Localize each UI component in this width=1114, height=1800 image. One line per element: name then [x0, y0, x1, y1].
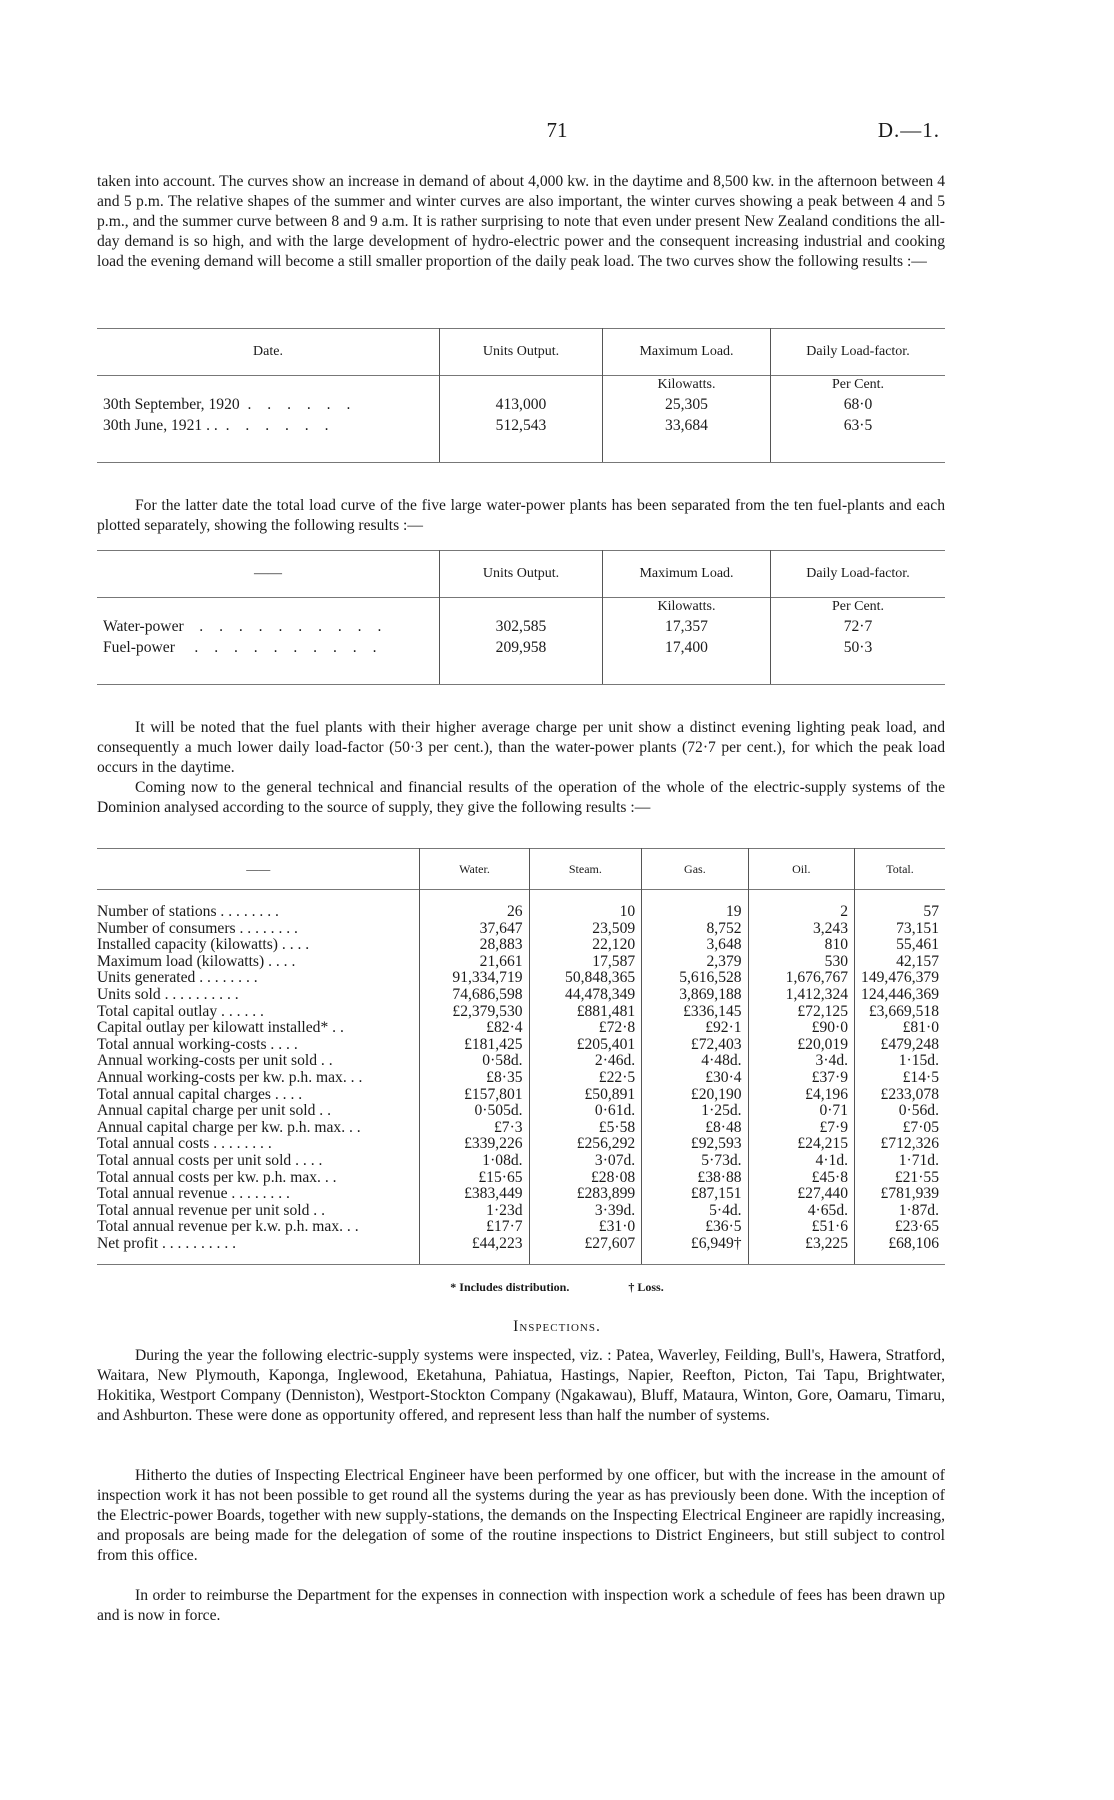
steam-value: 2·46d.: [529, 1053, 642, 1070]
steam-value: £28·08: [529, 1170, 642, 1187]
total-value: £479,248: [855, 1037, 945, 1054]
row-label: Annual capital charge per unit sold . .: [97, 1102, 331, 1120]
oil-value: 3·4d.: [748, 1053, 854, 1070]
steam-value: 50,848,365: [529, 970, 642, 987]
steam-value: 3·07d.: [529, 1153, 642, 1170]
total-value: £3,669,518: [855, 1004, 945, 1021]
row-label: Water-power: [103, 618, 184, 635]
table-row: [97, 1219, 945, 1236]
row-label: Total annual costs per unit sold . . . .: [97, 1151, 323, 1169]
row-label: Total annual revenue per unit sold . .: [97, 1201, 325, 1219]
total-value: 1·71d.: [855, 1153, 945, 1170]
steam-value: £205,401: [529, 1037, 642, 1054]
gas-value: £38·88: [642, 1170, 748, 1187]
oil-value: £24,215: [748, 1136, 854, 1153]
row-label: Number of stations . . . . . . . .: [97, 903, 279, 920]
gas-value: 19: [642, 890, 748, 921]
oil-value: £90·0: [748, 1020, 854, 1037]
water-value: £383,449: [420, 1186, 529, 1203]
water-value: £157,801: [420, 1087, 529, 1104]
water-value: £2,379,530: [420, 1004, 529, 1021]
gas-value: £72,403: [642, 1037, 748, 1054]
table-row: [97, 1136, 945, 1153]
table-row: [97, 1236, 945, 1265]
oil-value: £7·9: [748, 1120, 854, 1137]
steam-value: £22·5: [529, 1070, 642, 1087]
water-value: £15·65: [420, 1170, 529, 1187]
oil-value: 3,243: [748, 921, 854, 938]
maximum-load-value: 17,400: [603, 637, 771, 685]
page-number: 71: [546, 118, 568, 142]
row-label: Annual capital charge per kw. p.h. max. . .: [97, 1118, 361, 1136]
water-value: £181,425: [420, 1037, 529, 1054]
row-label: Total annual revenue per k.w. p.h. max. . .: [97, 1218, 359, 1236]
gas-value: 2,379: [642, 954, 748, 971]
table-row: [97, 987, 945, 1004]
steam-value: £283,899: [529, 1186, 642, 1203]
row-label: Number of consumers . . . . . . . .: [97, 919, 298, 937]
oil-value: £72,125: [748, 1004, 854, 1021]
total-value: 55,461: [855, 937, 945, 954]
total-value: £81·0: [855, 1020, 945, 1037]
load-factor-value: 72·7: [771, 616, 946, 637]
row-label: Total annual working-costs . . . .: [97, 1035, 298, 1053]
col-source: ——: [254, 566, 282, 581]
paragraph-general-results: Coming now to the general technical and financial results of the operation of the whole of the electric-supply systems of the Dominion analysed according to the source of supply, they give the following results :—: [97, 779, 945, 816]
steam-value: £256,292: [529, 1136, 642, 1153]
col-daily-load-factor: Daily Load-factor.: [771, 329, 946, 376]
gas-value: £6,949†: [642, 1236, 748, 1265]
units-output-value: 209,958: [440, 637, 603, 685]
gas-value: 3,869,188: [642, 987, 748, 1004]
footnote-distribution: * Includes distribution.: [450, 1280, 570, 1294]
paragraph-fuel-plants-note: It will be noted that the fuel plants with their higher average charge per unit show a distinct evening lighting peak load, and consequently a much lower daily load-factor (50·3 per cent.), than the water-power plants (72·7 per cent.), for which the peak load occurs in the daytime.: [97, 719, 945, 776]
table-header-row: [97, 849, 945, 890]
leader-dots: . . . . . .: [247, 396, 357, 413]
gas-value: £92,593: [642, 1136, 748, 1153]
oil-value: 1,412,324: [748, 987, 854, 1004]
units-row: [97, 376, 945, 395]
steam-value: 3·39d.: [529, 1203, 642, 1220]
oil-value: £45·8: [748, 1170, 854, 1187]
water-value: £44,223: [420, 1236, 529, 1265]
gas-value: 8,752: [642, 921, 748, 938]
gas-value: £36·5: [642, 1219, 748, 1236]
oil-value: 810: [748, 937, 854, 954]
col-gas: Gas.: [642, 849, 748, 890]
gas-value: £92·1: [642, 1020, 748, 1037]
total-value: 0·56d.: [855, 1103, 945, 1120]
total-value: 1·87d.: [855, 1203, 945, 1220]
row-label: Total capital outlay . . . . . .: [97, 1002, 264, 1020]
oil-value: £20,019: [748, 1037, 854, 1054]
table-footnotes: [0, 1280, 1114, 1295]
gas-value: £87,151: [642, 1186, 748, 1203]
water-value: 91,334,719: [420, 970, 529, 987]
gas-value: 5·4d.: [642, 1203, 748, 1220]
total-value: 1·15d.: [855, 1053, 945, 1070]
row-label: Net profit . . . . . . . . . .: [97, 1236, 420, 1265]
unit-kilowatts: Kilowatts.: [603, 376, 771, 395]
table-row: [97, 1070, 945, 1087]
steam-value: 0·61d.: [529, 1103, 642, 1120]
water-value: 0·58d.: [420, 1053, 529, 1070]
gas-value: 1·25d.: [642, 1103, 748, 1120]
water-value: 26: [420, 890, 529, 921]
oil-value: £37·9: [748, 1070, 854, 1087]
load-results-table: [97, 328, 945, 463]
total-value: 57: [855, 890, 945, 921]
total-value: £7·05: [855, 1120, 945, 1137]
leader-dots: . . . . . . . . . .: [199, 618, 388, 635]
steam-value: £881,481: [529, 1004, 642, 1021]
col-maximum-load: Maximum Load.: [603, 551, 771, 598]
oil-value: 1,676,767: [748, 970, 854, 987]
paragraph-inspected-systems: During the year the following electric-supply systems were inspected, viz. : Patea, Waverley, Feilding, Bull's, Hawera, Stratford, Waitara, New Plymouth, Kaponga, Inglewood, Eketahuna, Pahiatua, Hastings, Napier, Reefton, Picton, Tai Tapu, Brightwater, Hokitika, Westport Company (Denniston), Westport-Stockton Company (Ngakawau), Bluff, Mataura, Winton, Gore, Oamaru, Timaru, and Ashburton. These were done as opportunity offered, and represent less than half the number of systems.: [97, 1347, 945, 1424]
steam-value: 22,120: [529, 937, 642, 954]
steam-value: £72·8: [529, 1020, 642, 1037]
table-row: [97, 637, 945, 685]
row-label: Capital outlay per kilowatt installed* . .: [97, 1019, 344, 1037]
total-value: £781,939: [855, 1186, 945, 1203]
unit-per-cent: Per Cent.: [771, 598, 946, 617]
units-output-value: 512,543: [440, 415, 603, 463]
paragraph-separated-plants: For the latter date the total load curve of the five large water-power plants has been separated from the ten fuel-plants and each plotted separately, showing the following results :—: [97, 497, 945, 534]
table-row: [97, 921, 945, 938]
unit-kilowatts: Kilowatts.: [603, 598, 771, 617]
leader-dots: . . . . . . . . . .: [194, 639, 383, 656]
total-value: £233,078: [855, 1087, 945, 1104]
steam-value: 44,478,349: [529, 987, 642, 1004]
row-label: Total annual costs per kw. p.h. max. . .: [97, 1168, 337, 1186]
col-daily-load-factor: Daily Load-factor.: [771, 551, 946, 598]
oil-value: 0·71: [748, 1103, 854, 1120]
table-row: [97, 415, 945, 463]
gas-value: £8·48: [642, 1120, 748, 1137]
table-row: [97, 1103, 945, 1120]
oil-value: £3,225: [748, 1236, 854, 1265]
gas-value: 5·73d.: [642, 1153, 748, 1170]
oil-value: 4·65d.: [748, 1203, 854, 1220]
steam-value: £50,891: [529, 1087, 642, 1104]
steam-value: £5·58: [529, 1120, 642, 1137]
steam-value: 23,509: [529, 921, 642, 938]
footnote-loss: † Loss.: [628, 1280, 664, 1294]
units-output-value: 413,000: [440, 394, 603, 415]
total-value: 124,446,369: [855, 987, 945, 1004]
row-label: Total annual costs . . . . . . . .: [97, 1135, 272, 1153]
table-row: [97, 1170, 945, 1187]
water-fuel-table: [97, 550, 945, 685]
water-value: 0·505d.: [420, 1103, 529, 1120]
table-row: [97, 1037, 945, 1054]
water-value: 1·23d: [420, 1203, 529, 1220]
water-value: 28,883: [420, 937, 529, 954]
row-label: 30th June, 1921 . .: [103, 417, 218, 434]
table-row: [97, 890, 945, 921]
table-header-row: [97, 329, 945, 376]
oil-value: £27,440: [748, 1186, 854, 1203]
gas-value: 5,616,528: [642, 970, 748, 987]
gas-value: 3,648: [642, 937, 748, 954]
steam-value: 10: [529, 890, 642, 921]
gas-value: £20,190: [642, 1087, 748, 1104]
oil-value: £51·6: [748, 1219, 854, 1236]
oil-value: 4·1d.: [748, 1153, 854, 1170]
total-value: £14·5: [855, 1070, 945, 1087]
total-value: 73,151: [855, 921, 945, 938]
table-row: [97, 954, 945, 971]
water-value: 1·08d.: [420, 1153, 529, 1170]
table-row: [97, 1203, 945, 1220]
table-row: [97, 937, 945, 954]
table-header-row: [97, 551, 945, 598]
row-label: Units sold . . . . . . . . . .: [97, 985, 239, 1003]
total-value: 42,157: [855, 954, 945, 971]
col-steam: Steam.: [529, 849, 642, 890]
gas-value: £30·4: [642, 1070, 748, 1087]
load-factor-value: 50·3: [771, 637, 946, 685]
row-label: Fuel-power: [103, 639, 175, 656]
water-value: £339,226: [420, 1136, 529, 1153]
leader-dots: . . . . . .: [225, 417, 335, 434]
supply-results-body: [97, 890, 945, 1265]
table-row: [97, 970, 945, 987]
water-value: £17·7: [420, 1219, 529, 1236]
row-label: Units generated . . . . . . . .: [97, 969, 258, 987]
steam-value: £31·0: [529, 1219, 642, 1236]
gas-value: £336,145: [642, 1004, 748, 1021]
water-value: £8·35: [420, 1070, 529, 1087]
table-row: [97, 1020, 945, 1037]
col-date: Date.: [253, 344, 283, 359]
row-label: Maximum load (kilowatts) . . . .: [97, 952, 296, 970]
unit-per-cent: Per Cent.: [771, 376, 946, 395]
col-maximum-load: Maximum Load.: [603, 329, 771, 376]
table-row: [97, 1186, 945, 1203]
water-value: £7·3: [420, 1120, 529, 1137]
document-reference: D.—1.: [877, 118, 940, 142]
total-value: £21·55: [855, 1170, 945, 1187]
paragraph-inspection-duties: Hitherto the duties of Inspecting Electrical Engineer have been performed by one officer, but with the increase in the amount of inspection work it has not been possible to get round all the systems during the year as has previously been done. With the inception of the Electric-power Boards, together with new supply-stations, the demands on the Inspecting Electrical Engineer are rapidly increasing, and proposals are being made for the delegation of some of the routine inspections to District Engineers, but still subject to control from this office.: [97, 1467, 945, 1564]
steam-value: £27,607: [529, 1236, 642, 1265]
oil-value: £4,196: [748, 1087, 854, 1104]
table-row: [97, 1120, 945, 1137]
total-value: £712,326: [855, 1136, 945, 1153]
col-total: Total.: [855, 849, 945, 890]
section-heading-inspections: Inspections.: [513, 1318, 601, 1335]
units-row: [97, 598, 945, 617]
water-value: 21,661: [420, 954, 529, 971]
load-factor-value: 68·0: [771, 394, 946, 415]
maximum-load-value: 17,357: [603, 616, 771, 637]
total-value: 149,476,379: [855, 970, 945, 987]
paragraph-load-curves: taken into account. The curves show an increase in demand of about 4,000 kw. in the daytime and 8,500 kw. in the afternoon between 4 and 5 p.m. The relative shapes of the summer and winter curves are also important, the winter curves showing a peak between 4 and 5 p.m., and the summer curve between 8 and 9 a.m. It is rather surprising to note that even under present New Zealand conditions the all-day demand is so high, and with the large development of hydro-electric power and the consequent increasing industrial and cooking load the evening demand will become a still smaller proportion of the daily peak load. The two curves show the following results :—: [97, 173, 945, 270]
supply-results-table: [97, 848, 945, 1265]
col-oil: Oil.: [748, 849, 854, 890]
units-output-value: 302,585: [440, 616, 603, 637]
row-label: Annual working-costs per unit sold . .: [97, 1052, 333, 1070]
table-row: [97, 616, 945, 637]
row-label: Annual working-costs per kw. p.h. max. . .: [97, 1068, 363, 1086]
table-row: [97, 1153, 945, 1170]
table-row: [97, 394, 945, 415]
steam-value: 17,587: [529, 954, 642, 971]
col-units-output: Units Output.: [440, 329, 603, 376]
load-factor-value: 63·5: [771, 415, 946, 463]
maximum-load-value: 33,684: [603, 415, 771, 463]
table-row: [97, 1087, 945, 1104]
oil-value: 530: [748, 954, 854, 971]
table-row: [97, 1053, 945, 1070]
row-label: Total annual revenue . . . . . . . .: [97, 1185, 290, 1203]
oil-value: 2: [748, 890, 854, 921]
col-water: Water.: [420, 849, 529, 890]
maximum-load-value: 25,305: [603, 394, 771, 415]
total-value: £23·65: [855, 1219, 945, 1236]
col-units-output: Units Output.: [440, 551, 603, 598]
row-label: Installed capacity (kilowatts) . . . .: [97, 936, 310, 954]
water-value: £82·4: [420, 1020, 529, 1037]
paragraph-fee-schedule: In order to reimburse the Department for the expenses in connection with inspection work a schedule of fees has been drawn up and is now in force.: [97, 1587, 945, 1624]
total-value: £68,106: [855, 1236, 945, 1265]
water-value: 74,686,598: [420, 987, 529, 1004]
col-item: ——: [246, 861, 271, 876]
row-label: 30th September, 1920: [103, 396, 240, 413]
gas-value: 4·48d.: [642, 1053, 748, 1070]
row-label: Total annual capital charges . . . .: [97, 1085, 303, 1103]
table-row: [97, 1004, 945, 1021]
water-value: 37,647: [420, 921, 529, 938]
